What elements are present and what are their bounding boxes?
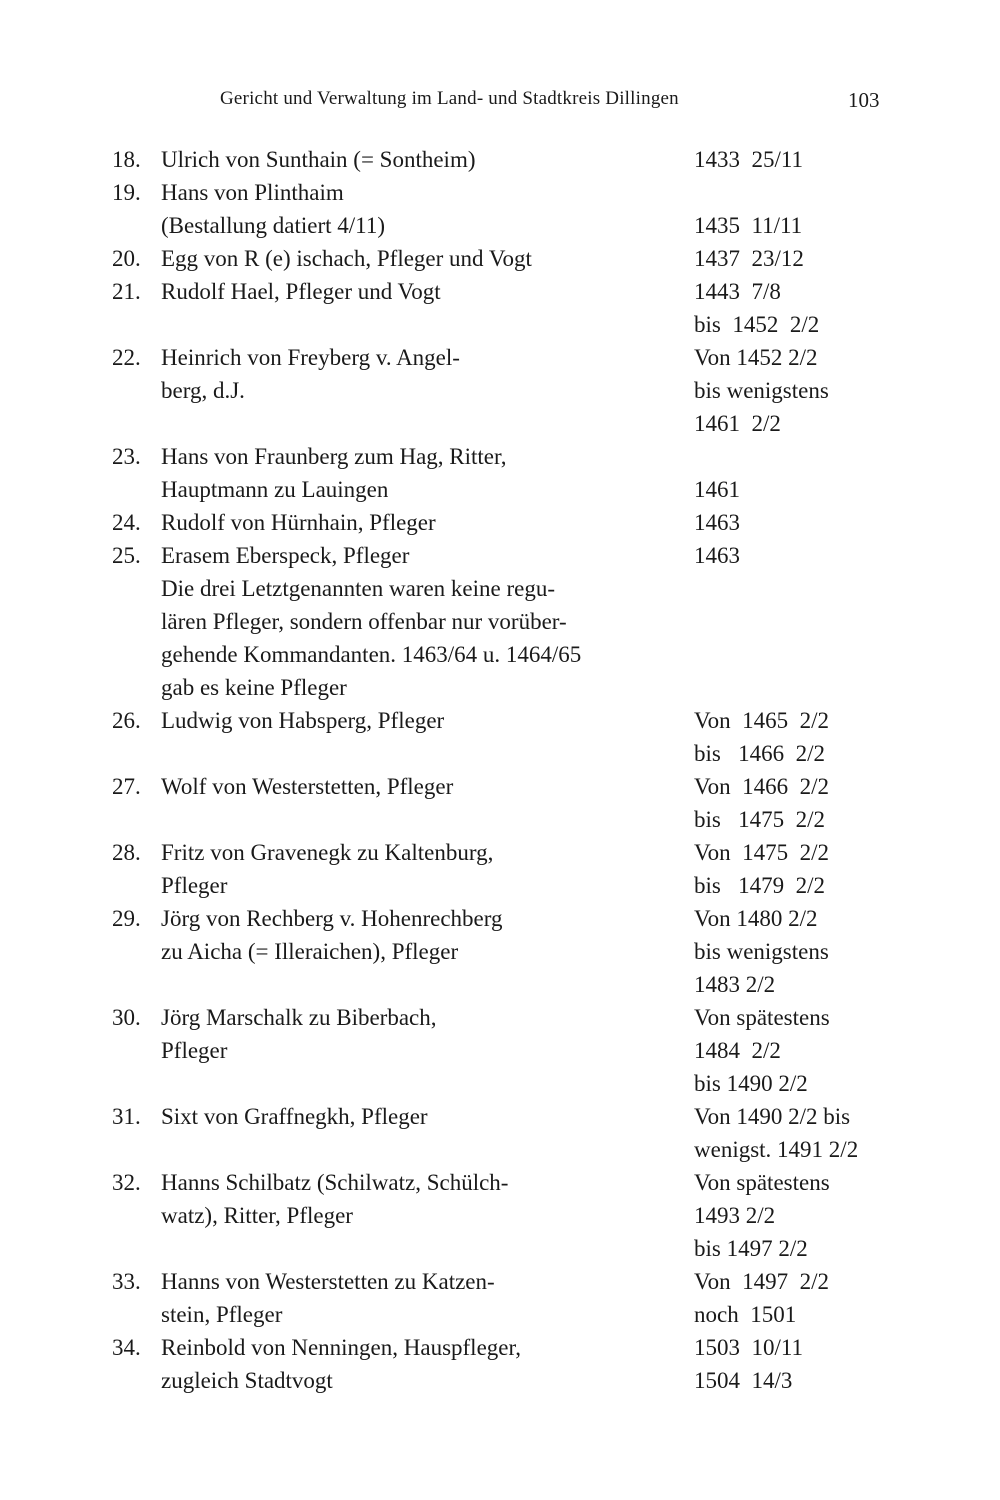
- entry-number: 25.: [112, 543, 141, 568]
- entry-dates: [694, 1166, 994, 1265]
- entry-name-continuation: Pfleger: [161, 873, 228, 898]
- entry-number: 32.: [112, 1170, 141, 1195]
- entry-date-line: bis 1452 2/2: [694, 312, 820, 337]
- entry-name-line: Fritz von Gravenegk zu Kaltenburg,: [161, 840, 494, 865]
- entry-dates: [694, 143, 994, 176]
- entry-name: [161, 836, 673, 902]
- entry-name: [161, 539, 673, 704]
- entry-number: 19.: [112, 180, 141, 205]
- entry-name-continuation: Pfleger: [161, 1038, 228, 1063]
- entry-name-continuation: zu Aicha (= Illeraichen), Pfleger: [161, 939, 459, 964]
- entry-date-line: 1483 2/2: [694, 972, 776, 997]
- entry-date-line: 1463: [694, 543, 740, 568]
- entry-date-line: bis wenigstens: [694, 939, 829, 964]
- entry-date-line: 1443 7/8: [694, 279, 781, 304]
- entry-dates: [694, 1100, 994, 1166]
- entry-date-line: [694, 176, 994, 209]
- entry-name: [161, 1331, 673, 1397]
- entry-name-line: Ludwig von Habsperg, Pfleger: [161, 708, 445, 733]
- entry-name-continuation: lären Pfleger, sondern offenbar nur vorüber-: [161, 609, 567, 634]
- entry-name-continuation: berg, d.J.: [161, 378, 245, 403]
- entry-dates: [694, 770, 994, 836]
- entry-dates: [694, 440, 994, 506]
- entry-dates: [694, 176, 994, 242]
- entry-date-line: 1463: [694, 510, 740, 535]
- entry-name: [161, 704, 673, 770]
- entry-name-line: Erasem Eberspeck, Pfleger: [161, 543, 410, 568]
- entry-name-continuation: Die drei Letztgenannten waren keine regu-: [161, 576, 555, 601]
- entry-date-line: Von 1480 2/2: [694, 906, 818, 931]
- entry-dates: [694, 341, 994, 440]
- entry-name-continuation: Hauptmann zu Lauingen: [161, 477, 389, 502]
- entry-date-line: Von spätestens: [694, 1005, 830, 1030]
- entry-date-line: Von 1490 2/2 bis: [694, 1104, 851, 1129]
- entry-name: [161, 1166, 673, 1265]
- list-item: [0, 704, 1000, 770]
- list-item: [0, 1331, 1000, 1397]
- list-item: [0, 1001, 1000, 1100]
- officials-list: [0, 143, 1000, 1397]
- list-item: [0, 242, 1000, 275]
- entry-name-line: Rudolf von Hürnhain, Pfleger: [161, 510, 436, 535]
- entry-name-line: Egg von R (e) ischach, Pfleger und Vogt: [161, 246, 532, 271]
- entry-name: [161, 770, 673, 836]
- entry-number: 28.: [112, 840, 141, 865]
- running-title: Gericht und Verwaltung im Land- und Stadtkreis Dillingen: [220, 88, 679, 109]
- list-item: [0, 176, 1000, 242]
- entry-date-line: bis 1497 2/2: [694, 1236, 808, 1261]
- entry-number: 26.: [112, 708, 141, 733]
- entry-number: 30.: [112, 1005, 141, 1030]
- entry-name-line: Hanns von Westerstetten zu Katzen-: [161, 1269, 495, 1294]
- running-header: [0, 88, 1000, 116]
- entry-dates: [694, 704, 994, 770]
- entry-name-line: Reinbold von Nenningen, Hauspfleger,: [161, 1335, 521, 1360]
- entry-number: 33.: [112, 1269, 141, 1294]
- entry-name-line: Hans von Plinthaim: [161, 180, 344, 205]
- page-number: 103: [848, 88, 880, 112]
- list-item: [0, 341, 1000, 440]
- list-item: [0, 902, 1000, 1001]
- entry-date-line: 1437 23/12: [694, 246, 804, 271]
- list-item: [0, 440, 1000, 506]
- entry-name: [161, 176, 673, 242]
- entry-date-line: 1503 10/11: [694, 1335, 804, 1360]
- entry-name-line: Wolf von Westerstetten, Pfleger: [161, 774, 454, 799]
- entry-date-line: [694, 440, 994, 473]
- entry-name-continuation: gehende Kommandanten. 1463/64 u. 1464/65: [161, 642, 582, 667]
- entry-name-continuation: gab es keine Pfleger: [161, 675, 347, 700]
- entry-number: 34.: [112, 1335, 141, 1360]
- entry-number: 21.: [112, 279, 141, 304]
- entry-date-line: Von 1497 2/2: [694, 1269, 830, 1294]
- list-item: [0, 143, 1000, 176]
- entry-name-continuation: watz), Ritter, Pfleger: [161, 1203, 353, 1228]
- entry-name-line: Ulrich von Sunthain (= Sontheim): [161, 147, 476, 172]
- entry-date-line: 1484 2/2: [694, 1038, 781, 1063]
- list-item: [0, 506, 1000, 539]
- entry-date-line: bis 1475 2/2: [694, 807, 825, 832]
- entry-dates: [694, 506, 994, 539]
- entry-date-line: bis 1466 2/2: [694, 741, 825, 766]
- list-item: [0, 770, 1000, 836]
- entry-date-line: wenigst. 1491 2/2: [694, 1137, 859, 1162]
- entry-date-line: 1493 2/2: [694, 1203, 776, 1228]
- entry-name: [161, 341, 673, 440]
- entry-date-line: Von 1452 2/2: [694, 345, 818, 370]
- entry-date-line: 1461 2/2: [694, 411, 781, 436]
- entry-number: 31.: [112, 1104, 141, 1129]
- entry-dates: [694, 1331, 994, 1397]
- entry-date-line: Von 1466 2/2: [694, 774, 830, 799]
- list-item: [0, 539, 1000, 704]
- entry-date-line: Von spätestens: [694, 1170, 830, 1195]
- entry-dates: [694, 242, 994, 275]
- entry-name-line: Heinrich von Freyberg v. Angel-: [161, 345, 460, 370]
- entry-name-continuation: zugleich Stadtvogt: [161, 1368, 333, 1393]
- entry-name-line: Sixt von Graffnegkh, Pfleger: [161, 1104, 428, 1129]
- list-item: [0, 1265, 1000, 1331]
- entry-name-line: Rudolf Hael, Pfleger und Vogt: [161, 279, 441, 304]
- entry-date-line: 1504 14/3: [694, 1368, 793, 1393]
- entry-date-line: Von 1465 2/2: [694, 708, 830, 733]
- entry-name: [161, 1100, 673, 1166]
- entry-name: [161, 242, 673, 275]
- entry-name-continuation: stein, Pfleger: [161, 1302, 283, 1327]
- entry-date-line: bis wenigstens: [694, 378, 829, 403]
- entry-name-continuation: (Bestallung datiert 4/11): [161, 213, 385, 238]
- entry-number: 22.: [112, 345, 141, 370]
- entry-name: [161, 275, 673, 341]
- entry-date-line: noch 1501: [694, 1302, 797, 1327]
- entry-dates: [694, 836, 994, 902]
- entry-date-line: 1435 11/11: [694, 213, 803, 238]
- entry-number: 23.: [112, 444, 141, 469]
- entry-name-line: Hans von Fraunberg zum Hag, Ritter,: [161, 444, 507, 469]
- entry-dates: [694, 1265, 994, 1331]
- entry-number: 18.: [112, 147, 141, 172]
- entry-name: [161, 440, 673, 506]
- entry-name: [161, 902, 673, 1001]
- entry-dates: [694, 275, 994, 341]
- entry-name: [161, 143, 673, 176]
- entry-date-line: bis 1479 2/2: [694, 873, 825, 898]
- entry-name-line: Jörg Marschalk zu Biberbach,: [161, 1005, 437, 1030]
- entry-date-line: bis 1490 2/2: [694, 1071, 808, 1096]
- entry-dates: [694, 902, 994, 1001]
- list-item: [0, 1100, 1000, 1166]
- entry-name: [161, 506, 673, 539]
- entry-date-line: 1433 25/11: [694, 147, 804, 172]
- list-item: [0, 275, 1000, 341]
- entry-name: [161, 1265, 673, 1331]
- entry-name-line: Jörg von Rechberg v. Hohenrechberg: [161, 906, 503, 931]
- entry-name-line: Hanns Schilbatz (Schilwatz, Schülch-: [161, 1170, 509, 1195]
- entry-dates: [694, 539, 994, 572]
- list-item: [0, 836, 1000, 902]
- list-item: [0, 1166, 1000, 1265]
- entry-number: 27.: [112, 774, 141, 799]
- entry-date-line: 1461: [694, 477, 740, 502]
- entry-number: 24.: [112, 510, 141, 535]
- entry-name: [161, 1001, 673, 1100]
- entry-number: 20.: [112, 246, 141, 271]
- entry-date-line: Von 1475 2/2: [694, 840, 830, 865]
- entry-dates: [694, 1001, 994, 1100]
- entry-number: 29.: [112, 906, 141, 931]
